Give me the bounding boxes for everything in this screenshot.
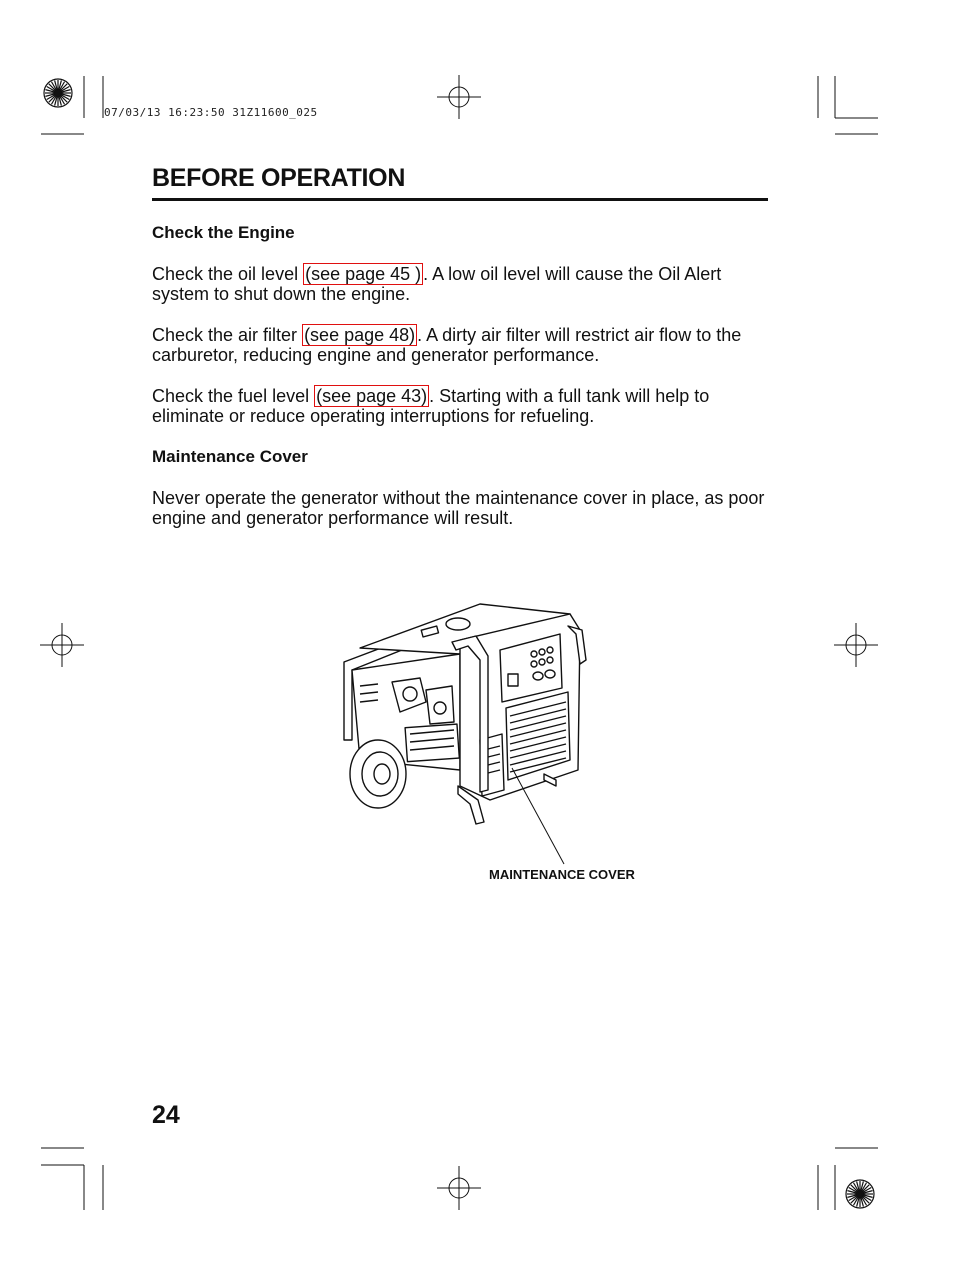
page-number: 24 — [152, 1101, 180, 1129]
starburst-mark-top-left — [44, 79, 72, 107]
link-see-page-45[interactable]: (see page 45 ) — [305, 264, 422, 284]
link-see-page-48[interactable]: (see page 48) — [304, 325, 416, 345]
paragraph-maintenance-cover: Never operate the generator without the maintenance cover in place, as poor engine and generator performance will result. — [152, 488, 765, 528]
section-heading-maintenance-cover: Maintenance Cover — [152, 447, 308, 466]
caption-leader-line — [500, 760, 580, 870]
starburst-mark-bottom-right — [846, 1180, 874, 1208]
print-slug: 07/03/13 16:23:50 31Z11600_025 — [104, 106, 318, 119]
generator-illustration — [330, 590, 630, 870]
paragraph-oil-level: Check the oil level (see page 45 ) . A low oil level will cause the Oil Alert system to shut down the engine. — [152, 264, 722, 304]
registration-mark-bottom — [437, 1166, 481, 1210]
registration-mark-left — [40, 623, 84, 667]
section-heading-check-engine: Check the Engine — [152, 223, 295, 242]
figure-caption: MAINTENANCE COVER — [489, 867, 635, 882]
paragraph-fuel-level: Check the fuel level (see page 43) . Starting with a full tank will help to eliminate or reduce operating interruptions for refueling. — [152, 386, 710, 426]
link-see-page-43[interactable]: (see page 43) — [316, 386, 428, 406]
page-title: BEFORE OPERATION — [152, 164, 406, 192]
title-rule — [152, 198, 768, 201]
registration-mark-right — [834, 623, 878, 667]
registration-mark-top — [437, 75, 481, 119]
paragraph-air-filter: Check the air filter (see page 48) . A dirty air filter will restrict air flow to the carburetor, reducing engine and generator performance. — [152, 325, 742, 365]
